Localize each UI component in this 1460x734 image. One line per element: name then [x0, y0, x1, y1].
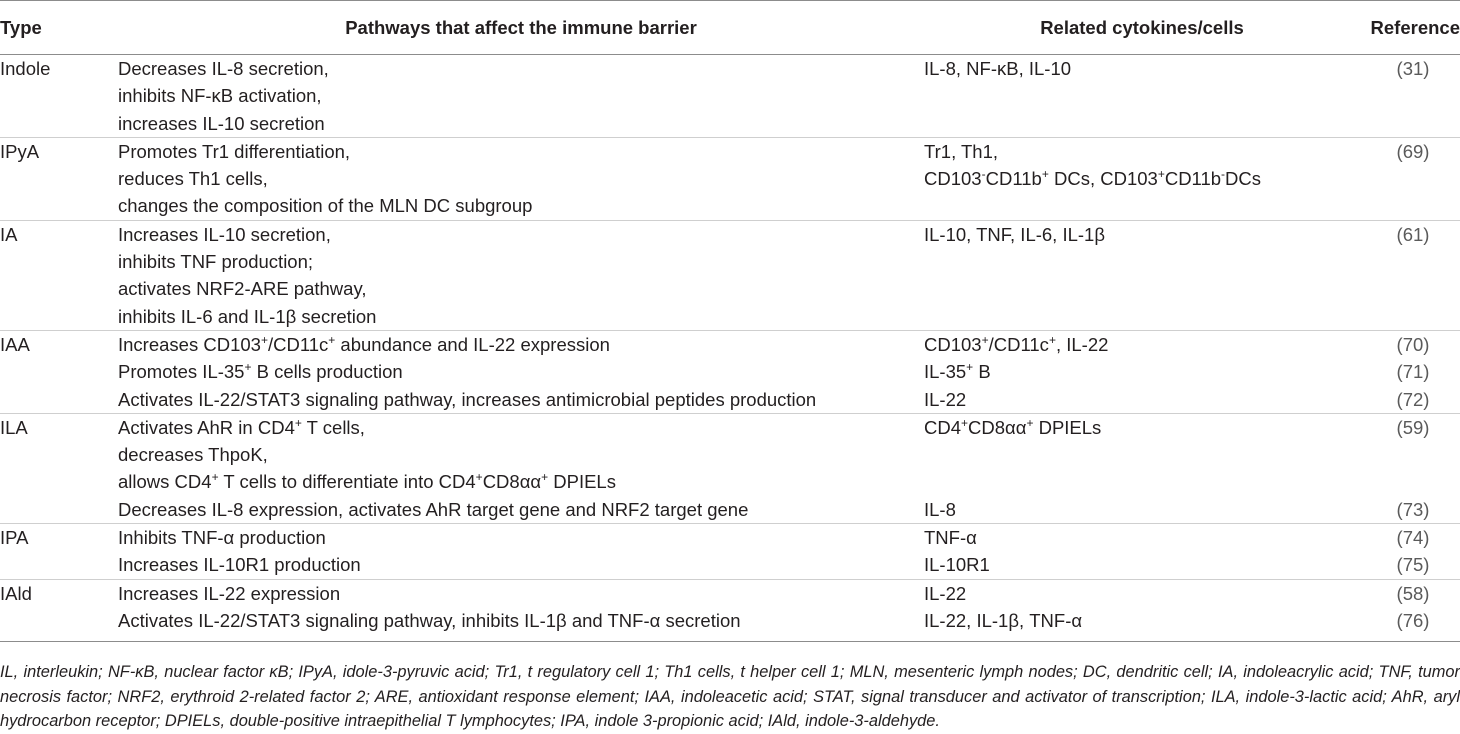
pathway-line: inhibits TNF production; [118, 251, 314, 273]
cell-related [924, 330, 1360, 358]
cell-type [0, 607, 118, 642]
cell-pathways [118, 524, 924, 552]
cell-type: IAld [0, 579, 118, 607]
cell-related [924, 137, 1360, 220]
cell-reference: (31) [1396, 58, 1430, 79]
table-row [0, 358, 1460, 385]
cell-reference: (76) [1360, 607, 1460, 642]
table-row [0, 137, 1460, 220]
pathway-line: decreases ThpoK, [118, 444, 268, 466]
table-row [0, 607, 1460, 642]
table-row [0, 330, 1460, 358]
cell-reference: (71) [1396, 361, 1430, 383]
related-line: IL-35+ B [924, 360, 991, 383]
cell-pathways [118, 358, 924, 385]
cell-pathways [118, 607, 924, 642]
cell-related [924, 524, 1360, 552]
cell-related [924, 386, 1360, 414]
cell-pathways [118, 496, 924, 524]
cell-related [924, 358, 1360, 385]
table-row [0, 551, 1460, 579]
cell-related [924, 55, 1360, 138]
related-line: IL-8, NF-κB, IL-10 [924, 58, 1072, 79]
header-reference: Reference [1360, 1, 1460, 55]
header-type: Type [0, 1, 118, 55]
cell-reference: (69) [1360, 137, 1460, 220]
cell-pathways [118, 413, 924, 495]
related-line: CD4+CD8αα+ DPIELs [924, 415, 1102, 438]
pathway-line: inhibits IL-6 and IL-1β secretion [118, 305, 377, 327]
cell-reference: (73) [1396, 498, 1430, 520]
cell-pathways [118, 579, 924, 607]
header-related: Related cytokines/cells [924, 1, 1360, 55]
pathway-line: allows CD4+ T cells to differentiate into CD4+CD8αα+ DPIELs [118, 470, 616, 493]
pathway-line: Decreases IL-8 expression, activates AhR target gene and NRF2 target gene [118, 498, 749, 520]
cell-reference: (75) [1396, 554, 1430, 576]
cell-type: Indole [0, 58, 51, 79]
cell-related [924, 607, 1360, 642]
table-footnote: IL, interleukin; NF-κB, nuclear factor κB; IPyA, idole-3-pyruvic acid; Tr1, t regulatory cell 1; Th1 cells, t helper cell 1; MLN, mesenteric lymph nodes; DC, dendritic cell; IA, indoleacrylic acid; TNF, tumor necrosis factor; NRF2, erythroid 2-related factor 2; ARE, antioxidant response element; IAA, indoleacetic acid; STAT, signal transducer and activator of transcription; ILA, indole-3-lactic acid; AhR, aryl hydrocarbon receptor; DPIELs, double-positive intraepithelial T lymphocytes; IPA, indole 3-propionic acid; IAld, indole-3-aldehyde. [0, 663, 1460, 730]
cell-type: IA [0, 220, 118, 330]
table-row [0, 55, 1460, 138]
cell-related [924, 496, 1360, 524]
related-line: IL-8 [924, 498, 956, 520]
cell-type: IPyA [0, 137, 118, 220]
related-line: IL-10R1 [924, 554, 990, 576]
pathway-line: changes the composition of the MLN DC subgroup [118, 195, 533, 217]
pathway-line: Increases IL-22 expression [118, 582, 341, 604]
table-row [0, 579, 1460, 607]
pathway-line: Increases CD103+/CD11c+ abundance and IL-22 expression [118, 332, 610, 355]
related-line: IL-10, TNF, IL-6, IL-1β [924, 223, 1105, 245]
cell-reference: (61) [1360, 220, 1460, 330]
cell-reference: (70) [1360, 330, 1460, 358]
table-row [0, 413, 1460, 495]
header-row [0, 1, 1460, 55]
related-line: IL-22 [924, 582, 967, 604]
cell-pathways [118, 330, 924, 358]
table-row [0, 496, 1460, 524]
cell-pathways [118, 137, 924, 220]
pathway-line: Increases IL-10 secretion, [118, 223, 331, 245]
related-line: TNF-α [924, 527, 977, 549]
cell-reference: (72) [1396, 388, 1430, 410]
pathway-line: activates NRF2-ARE pathway, [118, 278, 367, 300]
pathway-line: reduces Th1 cells, [118, 168, 268, 190]
cell-pathways [118, 55, 924, 138]
cell-related [924, 579, 1360, 607]
cell-pathways [118, 386, 924, 414]
table-row [0, 220, 1460, 330]
cell-related [924, 220, 1360, 330]
table-row [0, 386, 1460, 414]
pathway-line: Activates AhR in CD4+ T cells, [118, 415, 365, 438]
cell-related [924, 413, 1360, 495]
related-line: IL-22, IL-1β, TNF-α [924, 609, 1083, 631]
cell-related [924, 551, 1360, 579]
pathway-line: inhibits NF-κB activation, [118, 85, 322, 107]
pathway-line: Increases IL-10R1 production [118, 554, 361, 576]
cell-type [0, 551, 118, 579]
cell-type [0, 386, 118, 414]
related-line: IL-22 [924, 388, 967, 410]
cell-pathways [118, 551, 924, 579]
pathway-line: Activates IL-22/STAT3 signaling pathway, increases antimicrobial peptides production [118, 388, 817, 410]
pathway-line: Promotes IL-35+ B cells production [118, 360, 403, 383]
cell-type [0, 358, 118, 385]
pathway-line: Inhibits TNF-α production [118, 527, 326, 549]
cell-reference: (74) [1360, 524, 1460, 552]
header-pathways: Pathways that affect the immune barrier [118, 1, 924, 55]
pathway-line: Promotes Tr1 differentiation, [118, 140, 351, 162]
cell-reference: (58) [1360, 579, 1460, 607]
related-line: CD103-CD11b+ DCs, CD103+CD11b-DCs [924, 167, 1262, 190]
table-body [0, 55, 1460, 642]
cell-type: IPA [0, 524, 118, 552]
cell-type [0, 496, 118, 524]
cell-type: IAA [0, 330, 118, 358]
cell-pathways [118, 220, 924, 330]
related-line: CD103+/CD11c+, IL-22 [924, 332, 1109, 355]
pathway-line: Activates IL-22/STAT3 signaling pathway, inhibits IL-1β and TNF-α secretion [118, 609, 741, 631]
cell-reference: (59) [1360, 413, 1460, 495]
cell-type: ILA [0, 413, 118, 495]
related-line: Tr1, Th1, [924, 140, 999, 162]
pathway-line: increases IL-10 secretion [118, 112, 325, 134]
table-row [0, 524, 1460, 552]
pathway-line: Decreases IL-8 secretion, [118, 58, 329, 79]
